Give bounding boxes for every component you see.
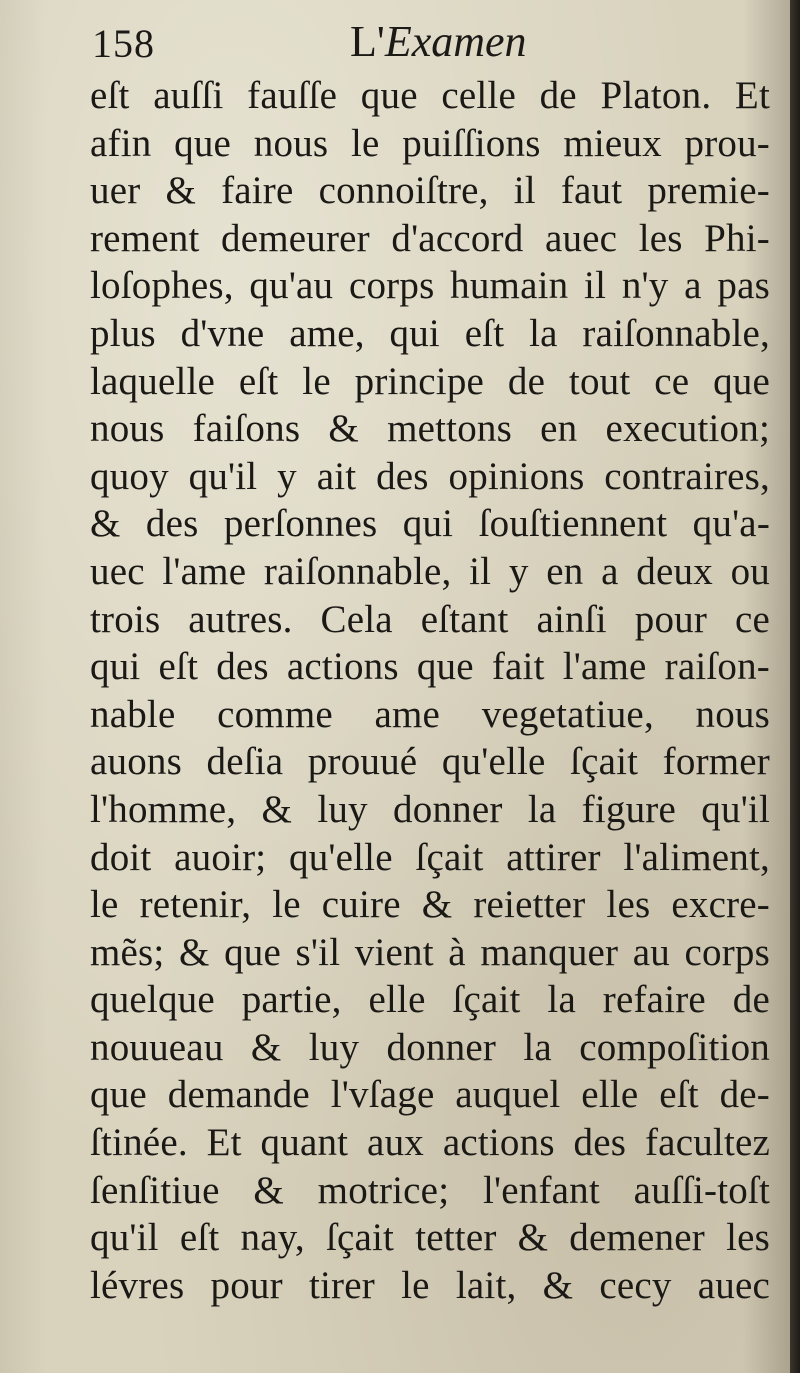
text-line: afin que nous le puiſſions mieux prou- <box>90 121 770 165</box>
page-edge-shadow <box>790 0 800 1373</box>
text-line: ſtinée. Et quant aux actions des facultez <box>90 1121 770 1165</box>
text-line: qui eſt des actions que fait l'ame raiſon- <box>90 645 770 689</box>
body-text <box>90 72 770 1309</box>
text-line: l'homme, & luy donner la figure qu'il <box>90 787 770 831</box>
text-line: quoy qu'il y ait des opinions contraires, <box>90 454 770 498</box>
text-line: auons deſia prouué qu'elle ſçait former <box>90 740 770 784</box>
text-line: doit auoir; qu'elle ſçait attirer l'aliment, <box>90 835 770 879</box>
text-line: rement demeurer d'accord auec les Phi- <box>90 216 770 260</box>
running-title-main: Examen <box>384 17 527 66</box>
running-title <box>350 16 527 67</box>
text-line: laquelle eſt le principe de tout ce que <box>90 359 770 403</box>
text-line: uec l'ame raiſonnable, il y en a deux ou <box>90 549 770 593</box>
text-line: qu'il eſt nay, ſçait tetter & demener les <box>90 1216 770 1260</box>
text-line: & des perſonnes qui ſouſtiennent qu'a- <box>90 502 770 546</box>
page-header <box>92 14 772 78</box>
text-line: mẽs; & que s'il vient à manquer au corps <box>90 930 770 974</box>
text-line: nous faiſons & mettons en execution; <box>90 407 770 451</box>
text-line: trois autres. Cela eſtant ainſi pour ce <box>90 597 770 641</box>
text-line: plus d'vne ame, qui eſt la raiſonnable, <box>90 311 770 355</box>
text-line: le retenir, le cuire & reietter les excre- <box>90 883 770 927</box>
text-line: uer & faire connoiſtre, il faut premie- <box>90 169 770 213</box>
running-title-prefix: L' <box>350 17 385 66</box>
text-line: eſt auſſi fauſſe que celle de Platon. Et <box>90 74 770 117</box>
text-line: loſophes, qu'au corps humain il n'y a pas <box>90 264 770 308</box>
page-number: 158 <box>92 21 155 66</box>
text-line: que demande l'vſage auquel elle eſt de- <box>90 1073 770 1117</box>
text-line: lévres pour tirer le lait, & cecy auec <box>90 1263 770 1307</box>
text-line: quelque partie, elle ſçait la refaire de <box>90 978 770 1022</box>
text-line: nable comme ame vegetatiue, nous <box>90 692 770 736</box>
text-line: nouueau & luy donner la compoſition <box>90 1025 770 1069</box>
text-line: ſenſitiue & motrice; l'enfant auſſi-toſt <box>90 1168 770 1212</box>
